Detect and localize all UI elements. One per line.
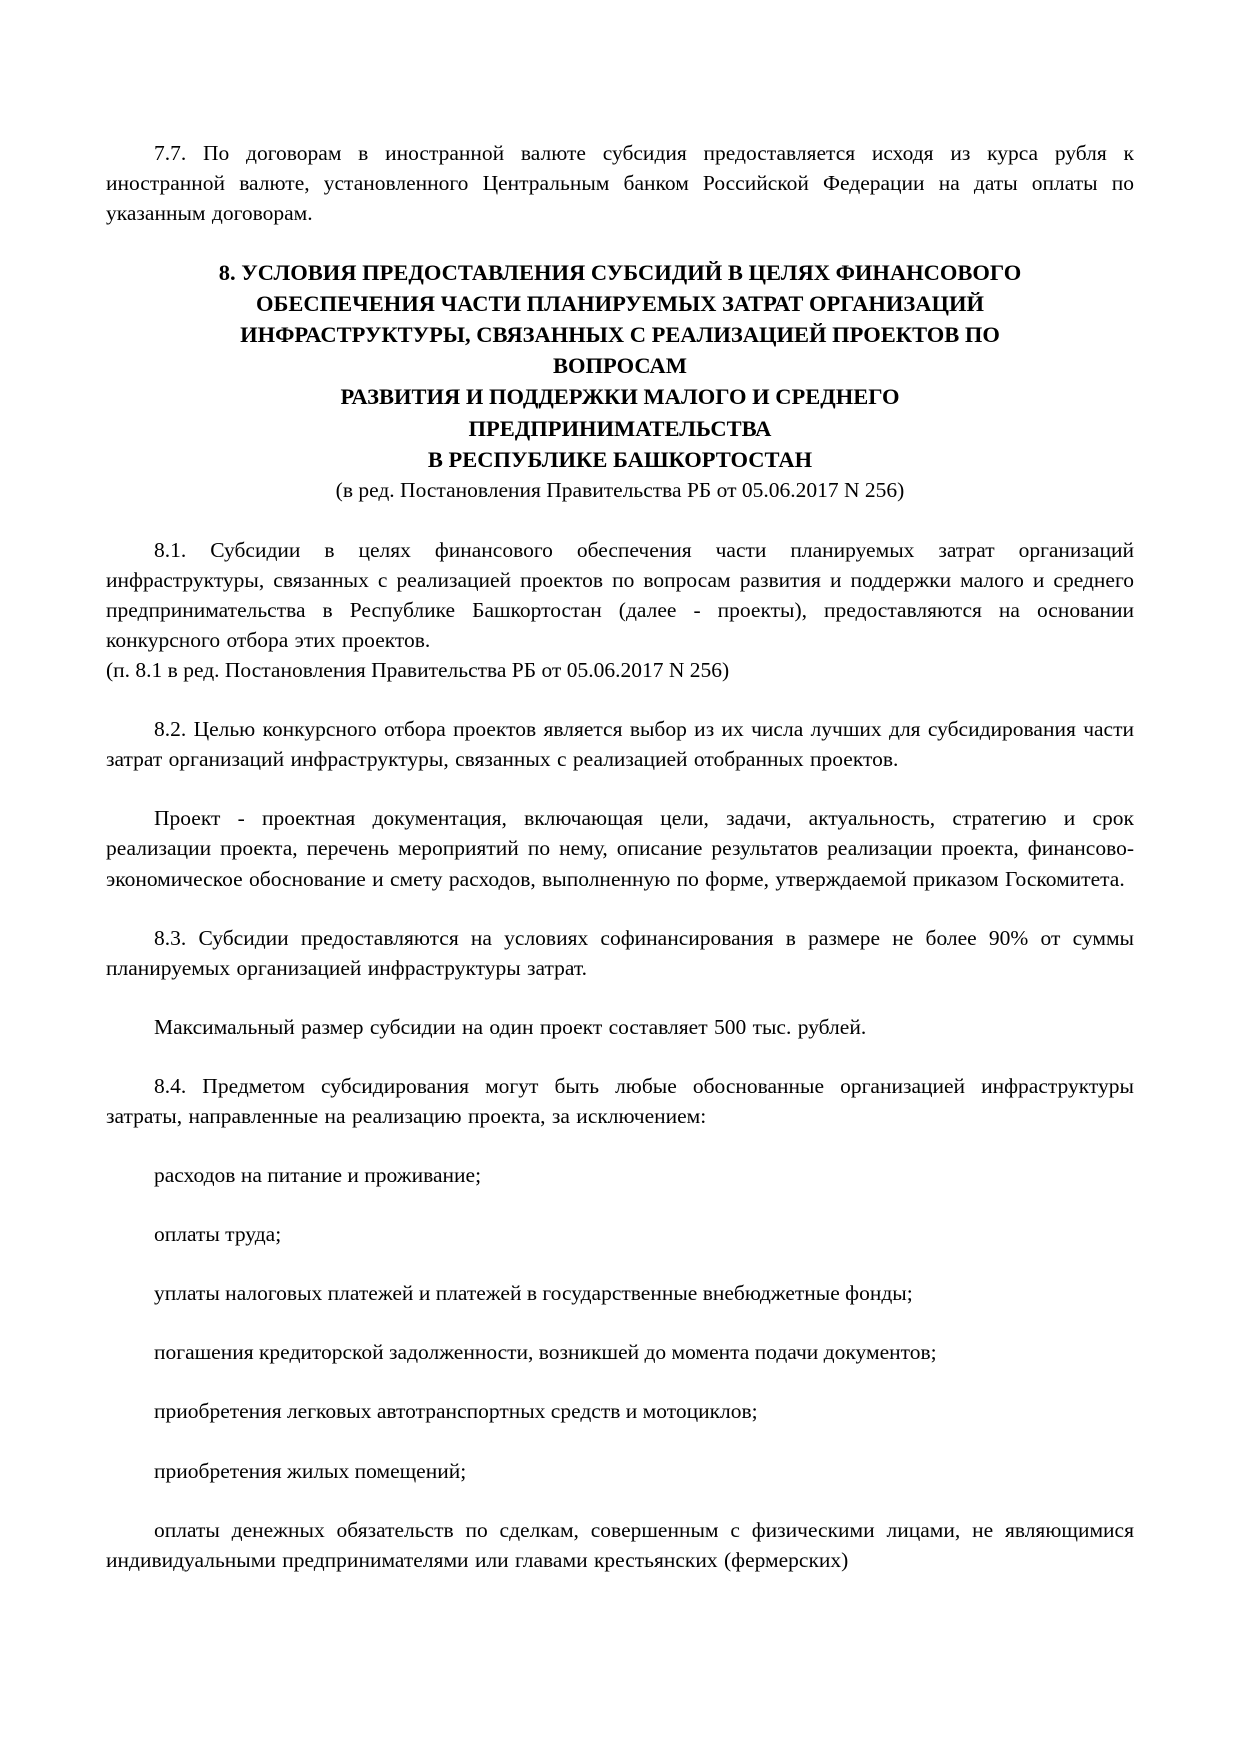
paragraph-8-4: 8.4. Предметом субсидирования могут быть любые обоснованные организацией инфраструктуры затраты, направленные на реализацию проекта, за исключением: [106, 1073, 1134, 1129]
exclusion-item-6: приобретения жилых помещений; [154, 1458, 467, 1483]
heading-line-7: В РЕСПУБЛИКЕ БАШКОРТОСТАН [427, 446, 813, 472]
paragraph-8-1: 8.1. Субсидии в целях финансового обеспечения части планируемых затрат организаций инфраструктуры, связанных с реализацией проектов по вопросам развития и поддержки малого и среднего предпринимательства в Республике Башкортостан (далее - проекты), предоставляются на основании конкурсного отбора этих проектов. [106, 537, 1134, 652]
heading-line-1: 8. УСЛОВИЯ ПРЕДОСТАВЛЕНИЯ СУБСИДИЙ В ЦЕЛЯХ ФИНАНСОВОГО [218, 260, 1022, 286]
exclusion-item-3: уплаты налоговых платежей и платежей в государственные внебюджетные фонды; [154, 1281, 913, 1306]
paragraph-8-3: 8.3. Субсидии предоставляются на условиях софинансирования в размере не более 90% от суммы планируемых организацией инфраструктуры затрат. [106, 925, 1134, 980]
paragraph-8-1-note: (п. 8.1 в ред. Постановления Правительства РБ от 05.06.2017 N 256) [106, 658, 730, 683]
exclusion-item-5: приобретения легковых автотранспортных средств и мотоциклов; [154, 1399, 758, 1424]
section-8-heading [106, 257, 1134, 474]
paragraph-7-7: 7.7. По договорам в иностранной валюте субсидия предоставляется исходя из курса рубля к иностранной валюте, установленного Центральным банком Российской Федерации на даты оплаты по указанным договорам. [106, 141, 1134, 226]
heading-line-5: РАЗВИТИЯ И ПОДДЕРЖКИ МАЛОГО И СРЕДНЕГО [340, 384, 900, 410]
heading-line-3: ИНФРАСТРУКТУРЫ, СВЯЗАННЫХ С РЕАЛИЗАЦИЕЙ ПРОЕКТОВ ПО [240, 322, 1000, 348]
paragraph-max-subsidy: Максимальный размер субсидии на один проект составляет 500 тыс. рублей. [154, 1014, 867, 1039]
exclusion-item-4: погашения кредиторской задолженности, возникшей до момента подачи документов; [154, 1340, 937, 1365]
amendment-note: (в ред. Постановления Правительства РБ от 05.06.2017 N 256) [335, 477, 905, 502]
exclusion-item-1: расходов на питание и проживание; [154, 1163, 482, 1188]
exclusion-item-2: оплаты труда; [154, 1222, 282, 1247]
paragraph-final-truncated: оплаты денежных обязательств по сделкам, совершенным с физическими лицами, не являющимися индивидуальными предпринимателями или главами крестьянских (фермерских) [106, 1517, 1134, 1572]
paragraph-8-2: 8.2. Целью конкурсного отбора проектов является выбор из их числа лучших для субсидирования части затрат организаций инфраструктуры, связанных с реализацией отобранных проектов. [106, 717, 1134, 772]
heading-line-4: ВОПРОСАМ [552, 353, 687, 379]
heading-line-2: ОБЕСПЕЧЕНИЯ ЧАСТИ ПЛАНИРУЕМЫХ ЗАТРАТ ОРГАНИЗАЦИЙ [256, 291, 984, 317]
paragraph-project-definition: Проект - проектная документация, включающая цели, задачи, актуальность, стратегию и срок реализации проекта, перечень мероприятий по нему, описание результатов реализации проекта, финансово-экономическое обоснование и смету расходов, выполненную по форме, утверждаемой приказом Госкомитета. [106, 806, 1134, 891]
heading-line-6: ПРЕДПРИНИМАТЕЛЬСТВА [468, 415, 772, 441]
